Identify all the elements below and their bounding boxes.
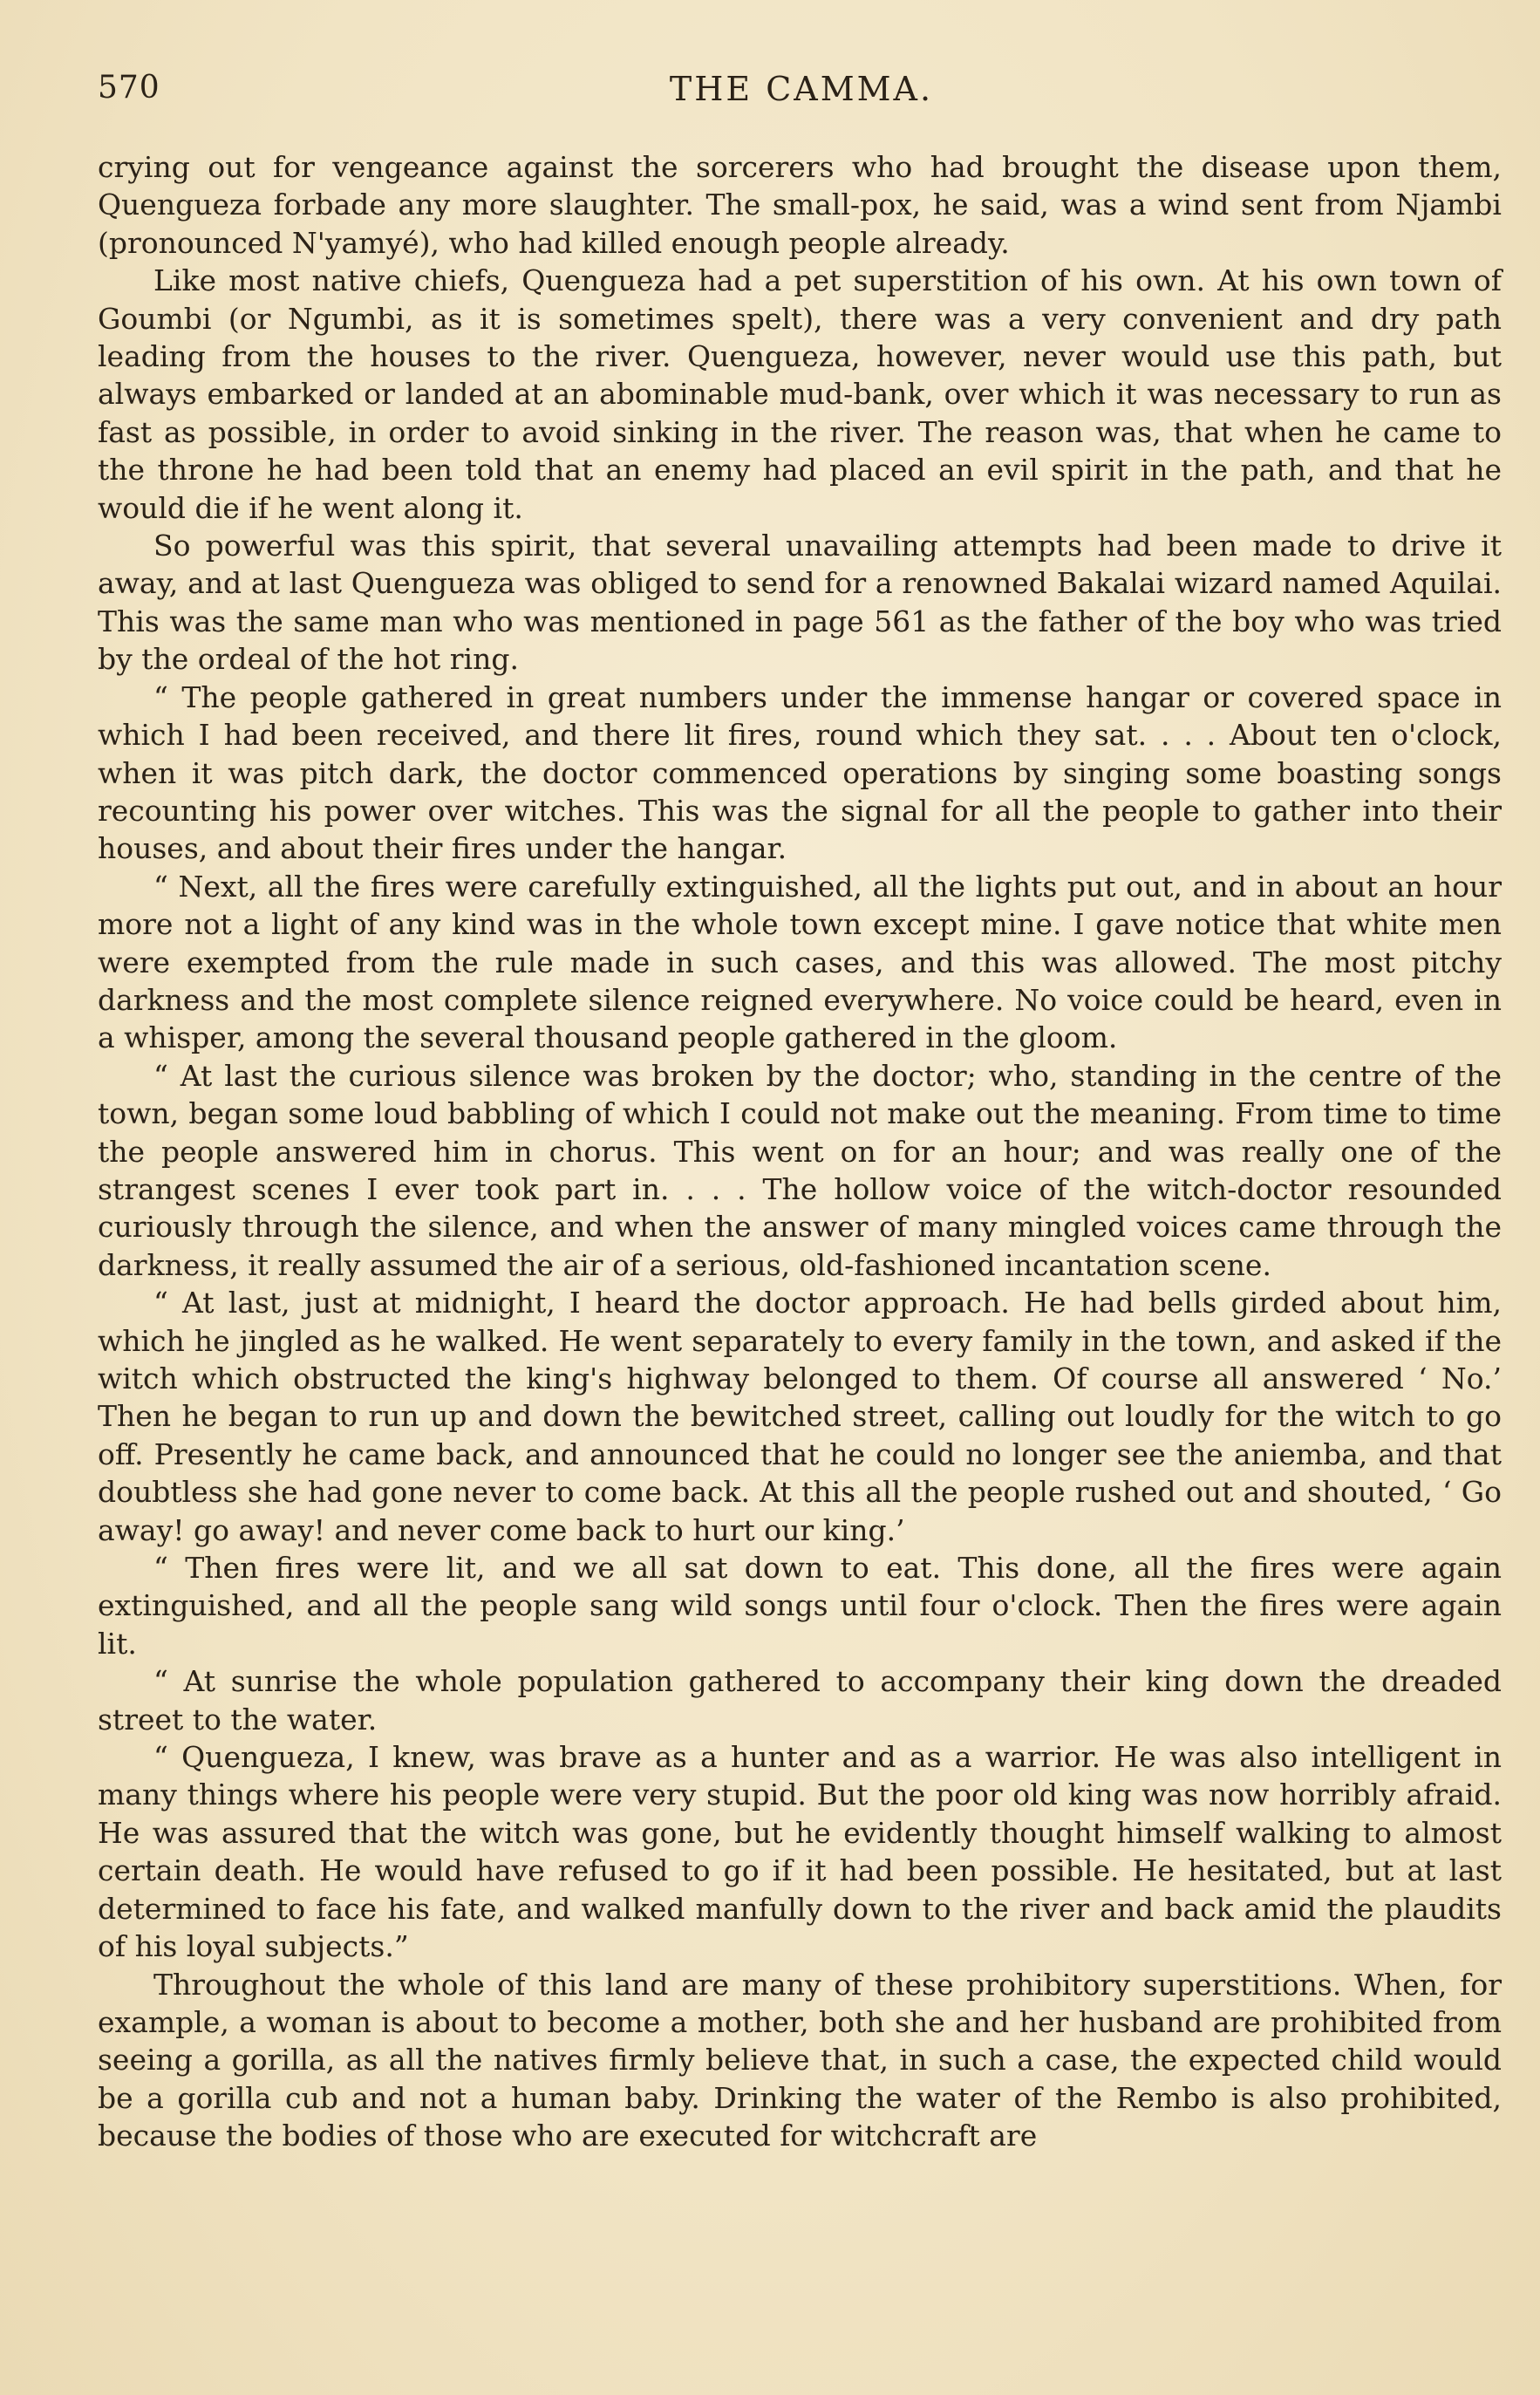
- page-number: 570: [98, 70, 160, 106]
- page-header: [98, 61, 1505, 113]
- quoted-paragraph: “ At sunrise the whole population gathered to accompany their king down the dreaded street to the water.: [98, 1664, 1502, 1737]
- paragraph: Like most native chiefs, Quengueza had a pet superstition of his own. At his own town of Goumbi (or Ngumbi, as it is sometimes spelt), there was a very convenient and dry path leading from the houses to the river. Quengueza, however, never would use this path, but always embarked or landed at an abominable mud-bank, over which it was necessary to run as fast as possible, in order to avoid sinking in the river. The reason was, that when he came to the throne he had been told that an enemy had placed an evil spirit in the path, and that he would die if he went along it.: [98, 263, 1502, 525]
- paragraph: Throughout the whole of this land are many of these prohibitory superstitions. When, for example, a woman is about to become a mother, both she and her husband are prohibited from seeing a gorilla, as all the natives firmly believe that, in such a case, the expected child would be a gorilla cub and not a human baby. Drinking the water of the Rembo is also prohibited, because the bodies of those who are executed for witchcraft are: [98, 1967, 1502, 2153]
- quoted-paragraph: “ Next, all the fires were carefully extinguished, all the lights put out, and in about an hour more not a light of any kind was in the whole town except mine. I gave notice that white men were exempted from the rule made in such cases, and this was allowed. The most pitchy darkness and the most complete silence reigned everywhere. No voice could be heard, even in a whisper, among the several thousand people gathered in the gloom.: [98, 869, 1502, 1055]
- paragraph: crying out for vengeance against the sorcerers who had brought the disease upon them, Quengueza forbade any more slaughter. The small-pox, he said, was a wind sent from Njambi (pronounced N'yamyé), who had killed enough people already.: [98, 150, 1502, 260]
- quoted-paragraph: “ At last the curious silence was broken by the doctor; who, standing in the centre of the town, began some loud babbling of which I could not make out the meaning. From time to time the people answered him in chorus. This went on for an hour; and was really one of the strangest scenes I ever took part in. . . . The hollow voice of the witch-doctor resounded curiously through the silence, and when the answer of many mingled voices came through the darkness, it really assumed the air of a serious, old-fashioned incantation scene.: [98, 1058, 1502, 1282]
- quoted-paragraph: “ Quengueza, I knew, was brave as a hunter and as a warrior. He was also intelligent in many things where his people were very stupid. But the poor old king was now horribly afraid. He was assured that the witch was gone, but he evidently thought himself walking to almost certain death. He would have refused to go if it had been possible. He hesitated, but at last determined to face his fate, and walked manfully down to the river and back amid the plaudits of his loyal subjects.”: [98, 1740, 1502, 1964]
- paragraph: So powerful was this spirit, that several unavailing attempts had been made to drive it away, and at last Quengueza was obliged to send for a renowned Bakalai wizard named Aquilai. This was the same man who was mentioned in page 561 as the father of the boy who was tried by the ordeal of the hot ring.: [98, 529, 1502, 677]
- body-text: [98, 148, 1502, 2155]
- quoted-paragraph: “ The people gathered in great numbers under the immense hangar or covered space in which I had been received, and there lit fires, round which they sat. . . . About ten o'clock, when it was pitch dark, the doctor commenced operations by singing some boasting songs recounting his power over witches. This was the signal for all the people to gather into their houses, and about their fires under the hangar.: [98, 679, 1502, 866]
- running-title: THE CAMMA.: [669, 70, 934, 108]
- quoted-paragraph: “ At last, just at midnight, I heard the doctor approach. He had bells girded about him, which he jingled as he walked. He went separately to every family in the town, and asked if the witch which obstructed the king's highway belonged to them. Of course all answered ‘ No.’ Then he began to run up and down the bewitched street, calling out loudly for the witch to go off. Presently he came back, and announced that he could no longer see the aniemba, and that doubtless she had gone never to come back. At this all the people rushed out and shouted, ‘ Go away! go away! and never come back to hurt our king.’: [98, 1286, 1502, 1547]
- quoted-paragraph: “ Then fires were lit, and we all sat down to eat. This done, all the fires were again extinguished, and all the people sang wild songs until four o'clock. Then the fires were again lit.: [98, 1551, 1502, 1661]
